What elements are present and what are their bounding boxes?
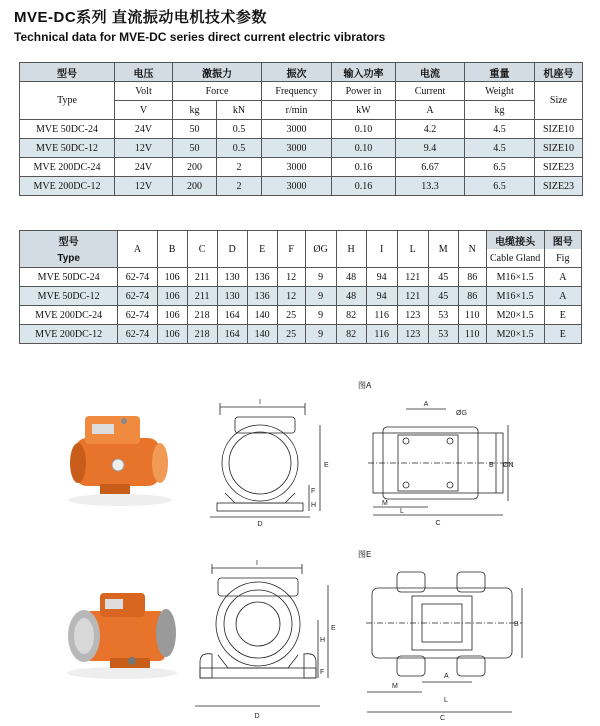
table-cell: 62-74 — [118, 268, 157, 287]
table-cell: MVE 50DC-24 — [20, 268, 118, 287]
table-cell: 218 — [187, 306, 217, 325]
th-unit: kg — [465, 101, 535, 120]
table-cell: MVE 200DC-12 — [20, 177, 115, 196]
table-cell: 4.2 — [396, 120, 465, 139]
th-freq-cn: 振次 — [262, 63, 332, 82]
table-cell: 130 — [217, 268, 247, 287]
th-volt-cn: 电压 — [115, 63, 173, 82]
table-cell: 211 — [187, 287, 217, 306]
th-force-cn: 激振力 — [173, 63, 262, 82]
table-cell: 121 — [397, 268, 428, 287]
th-unit: r/min — [262, 101, 332, 120]
th2-letter: E — [247, 231, 277, 268]
dim-label: F — [311, 488, 316, 495]
table-cell: 9 — [305, 306, 336, 325]
table-cell: 211 — [187, 268, 217, 287]
table-cell: 140 — [247, 325, 277, 344]
table-cell: 82 — [336, 325, 366, 344]
table-cell: 12 — [277, 268, 305, 287]
table-cell: MVE 200DC-24 — [20, 158, 115, 177]
table-cell: 24V — [115, 158, 173, 177]
th-type-cn: 型号 — [20, 63, 115, 82]
table-cell: 6.5 — [465, 177, 535, 196]
table-cell: M20×1.5 — [486, 306, 544, 325]
table-cell: 3000 — [262, 158, 332, 177]
fig-e-front-view — [190, 560, 340, 722]
table-cell: 123 — [397, 325, 428, 344]
table-cell: 116 — [366, 325, 397, 344]
dim-label: C — [440, 715, 446, 722]
dim-label: E — [331, 625, 336, 632]
th2-letter: B — [157, 231, 187, 268]
dim-label: F — [320, 669, 325, 676]
table-row — [20, 287, 582, 306]
table-cell: SIZE10 — [535, 139, 583, 158]
th2-letter: D — [217, 231, 247, 268]
table-cell: 136 — [247, 268, 277, 287]
dim-label: I — [256, 560, 258, 567]
dim-label: A — [444, 673, 449, 680]
th-force-en: Force — [173, 82, 262, 101]
table-cell: 82 — [336, 306, 366, 325]
table-cell: SIZE23 — [535, 177, 583, 196]
th2-cable-cn: 电缆接头 — [486, 231, 544, 250]
table-row — [20, 177, 583, 196]
dim-label: D — [257, 521, 263, 528]
table-cell: 94 — [366, 268, 397, 287]
table-cell: MVE 200DC-12 — [20, 325, 118, 344]
dim-label: M — [392, 683, 398, 690]
dim-label: ØN — [503, 462, 514, 469]
table-cell: 136 — [247, 287, 277, 306]
th-weight-cn: 重量 — [465, 63, 535, 82]
table-cell: 9 — [305, 287, 336, 306]
table-cell: A — [544, 268, 581, 287]
dim-label: B — [489, 462, 494, 469]
table-cell: 45 — [428, 268, 458, 287]
table-cell: 53 — [428, 325, 458, 344]
table-cell: E — [544, 306, 581, 325]
table-cell: 62-74 — [118, 287, 157, 306]
table-cell: 50 — [173, 120, 217, 139]
table-cell: 0.5 — [217, 139, 262, 158]
table-cell: 48 — [336, 287, 366, 306]
th-unit: A — [396, 101, 465, 120]
table-cell: 110 — [458, 306, 486, 325]
dim-label: B — [514, 621, 519, 628]
table-cell: 24V — [115, 120, 173, 139]
fig-a-front-view — [205, 395, 335, 530]
table-cell: 110 — [458, 325, 486, 344]
dim-label: C — [435, 520, 441, 527]
table-cell: 0.5 — [217, 120, 262, 139]
table-cell: E — [544, 325, 581, 344]
th-weight-en: Weight — [465, 82, 535, 101]
dimensions-table — [19, 230, 582, 344]
table-cell: 6.5 — [465, 158, 535, 177]
page-title-en: Technical data for MVE-DC series direct current electric vibrators — [14, 30, 386, 44]
table-cell: M20×1.5 — [486, 325, 544, 344]
th-size-cn: 机座号 — [535, 63, 583, 82]
table-cell: 0.10 — [332, 139, 396, 158]
table-cell: 25 — [277, 325, 305, 344]
th2-fig-en: Fig — [544, 249, 581, 268]
table-cell: 130 — [217, 287, 247, 306]
table-cell: 106 — [157, 306, 187, 325]
th-current-cn: 电流 — [396, 63, 465, 82]
table-cell: 123 — [397, 306, 428, 325]
table-cell: 3000 — [262, 139, 332, 158]
dim-label: ØG — [456, 410, 467, 417]
th2-cable-en: Cable Gland — [486, 249, 544, 268]
th-power-cn: 输入功率 — [332, 63, 396, 82]
th2-letter: I — [366, 231, 397, 268]
th-unit: kW — [332, 101, 396, 120]
table-row — [20, 158, 583, 177]
table-row — [20, 120, 583, 139]
table-cell: 140 — [247, 306, 277, 325]
dim-label: A — [423, 401, 429, 408]
table-cell: SIZE10 — [535, 120, 583, 139]
table-cell: 25 — [277, 306, 305, 325]
dim-label: I — [259, 399, 261, 406]
dim-label: H — [320, 637, 326, 644]
table-cell: 116 — [366, 306, 397, 325]
table-cell: 9 — [305, 325, 336, 344]
table-cell: 86 — [458, 268, 486, 287]
dim-label: M — [382, 500, 388, 507]
th-freq-en: Frequency — [262, 82, 332, 101]
table-cell: 164 — [217, 325, 247, 344]
table-cell: 2 — [217, 158, 262, 177]
table-cell: 106 — [157, 325, 187, 344]
table-cell: 3000 — [262, 120, 332, 139]
table-cell: 6.67 — [396, 158, 465, 177]
table-cell: 106 — [157, 268, 187, 287]
table-cell: 0.16 — [332, 158, 396, 177]
motor-photo-a — [60, 408, 180, 508]
table-cell: 4.5 — [465, 139, 535, 158]
table-cell: M16×1.5 — [486, 287, 544, 306]
th-unit: V — [115, 101, 173, 120]
table-cell: MVE 200DC-24 — [20, 306, 118, 325]
th-unit: kg — [173, 101, 217, 120]
table-row — [20, 325, 582, 344]
dim-label: E — [324, 462, 329, 469]
table-cell: 218 — [187, 325, 217, 344]
th-power-en: Power in — [332, 82, 396, 101]
table-cell: 0.16 — [332, 177, 396, 196]
table-cell: 0.10 — [332, 120, 396, 139]
fig-e-label: 图E — [358, 550, 372, 559]
fig-a-label: 图A — [358, 381, 372, 390]
table-cell: 9.4 — [396, 139, 465, 158]
dim-label: D — [254, 713, 260, 720]
table-cell: 164 — [217, 306, 247, 325]
tech-data-table — [19, 62, 583, 196]
th2-letter: H — [336, 231, 366, 268]
th2-type-cn: 型号 — [20, 231, 118, 250]
table-cell: MVE 50DC-12 — [20, 139, 115, 158]
th2-letter: M — [428, 231, 458, 268]
table-cell: 94 — [366, 287, 397, 306]
table-row — [20, 268, 582, 287]
table-cell: MVE 50DC-12 — [20, 287, 118, 306]
table-cell: 45 — [428, 287, 458, 306]
th2-letter: A — [118, 231, 157, 268]
fig-a-top-view — [368, 395, 518, 530]
th2-letter: L — [397, 231, 428, 268]
table-row — [20, 139, 583, 158]
table-cell: A — [544, 287, 581, 306]
dim-label: H — [311, 502, 317, 509]
page-title-cn: MVE-DC系列 直流振动电机技术参数 — [14, 9, 267, 26]
table-cell: 9 — [305, 268, 336, 287]
table-cell: 48 — [336, 268, 366, 287]
table-cell: 106 — [157, 287, 187, 306]
table-cell: 62-74 — [118, 306, 157, 325]
table-cell: 13.3 — [396, 177, 465, 196]
table-cell: 50 — [173, 139, 217, 158]
th2-letter: N — [458, 231, 486, 268]
table-cell: 86 — [458, 287, 486, 306]
table-cell: 53 — [428, 306, 458, 325]
table-cell: MVE 50DC-24 — [20, 120, 115, 139]
th-volt-en: Volt — [115, 82, 173, 101]
table-cell: SIZE23 — [535, 158, 583, 177]
motor-photo-e — [60, 583, 185, 683]
th-unit: kN — [217, 101, 262, 120]
th2-fig-cn: 图号 — [544, 231, 581, 250]
th2-letter: C — [187, 231, 217, 268]
table-cell: 4.5 — [465, 120, 535, 139]
table-cell: 12V — [115, 177, 173, 196]
th2-letter: ØG — [305, 231, 336, 268]
table-row — [20, 306, 582, 325]
th-size-en: Size — [535, 82, 583, 120]
table-cell: 62-74 — [118, 325, 157, 344]
dim-label: L — [444, 697, 448, 704]
table-cell: 121 — [397, 287, 428, 306]
table-cell: 200 — [173, 177, 217, 196]
table-cell: 200 — [173, 158, 217, 177]
table-cell: M16×1.5 — [486, 268, 544, 287]
th-type-en: Type — [20, 82, 115, 120]
table-cell: 3000 — [262, 177, 332, 196]
table-cell: 2 — [217, 177, 262, 196]
table-cell: 12 — [277, 287, 305, 306]
th2-type-en: Type — [20, 249, 118, 268]
th-current-en: Current — [396, 82, 465, 101]
fig-e-top-view — [362, 566, 532, 722]
th2-letter: F — [277, 231, 305, 268]
table-cell: 12V — [115, 139, 173, 158]
dim-label: L — [400, 508, 404, 515]
